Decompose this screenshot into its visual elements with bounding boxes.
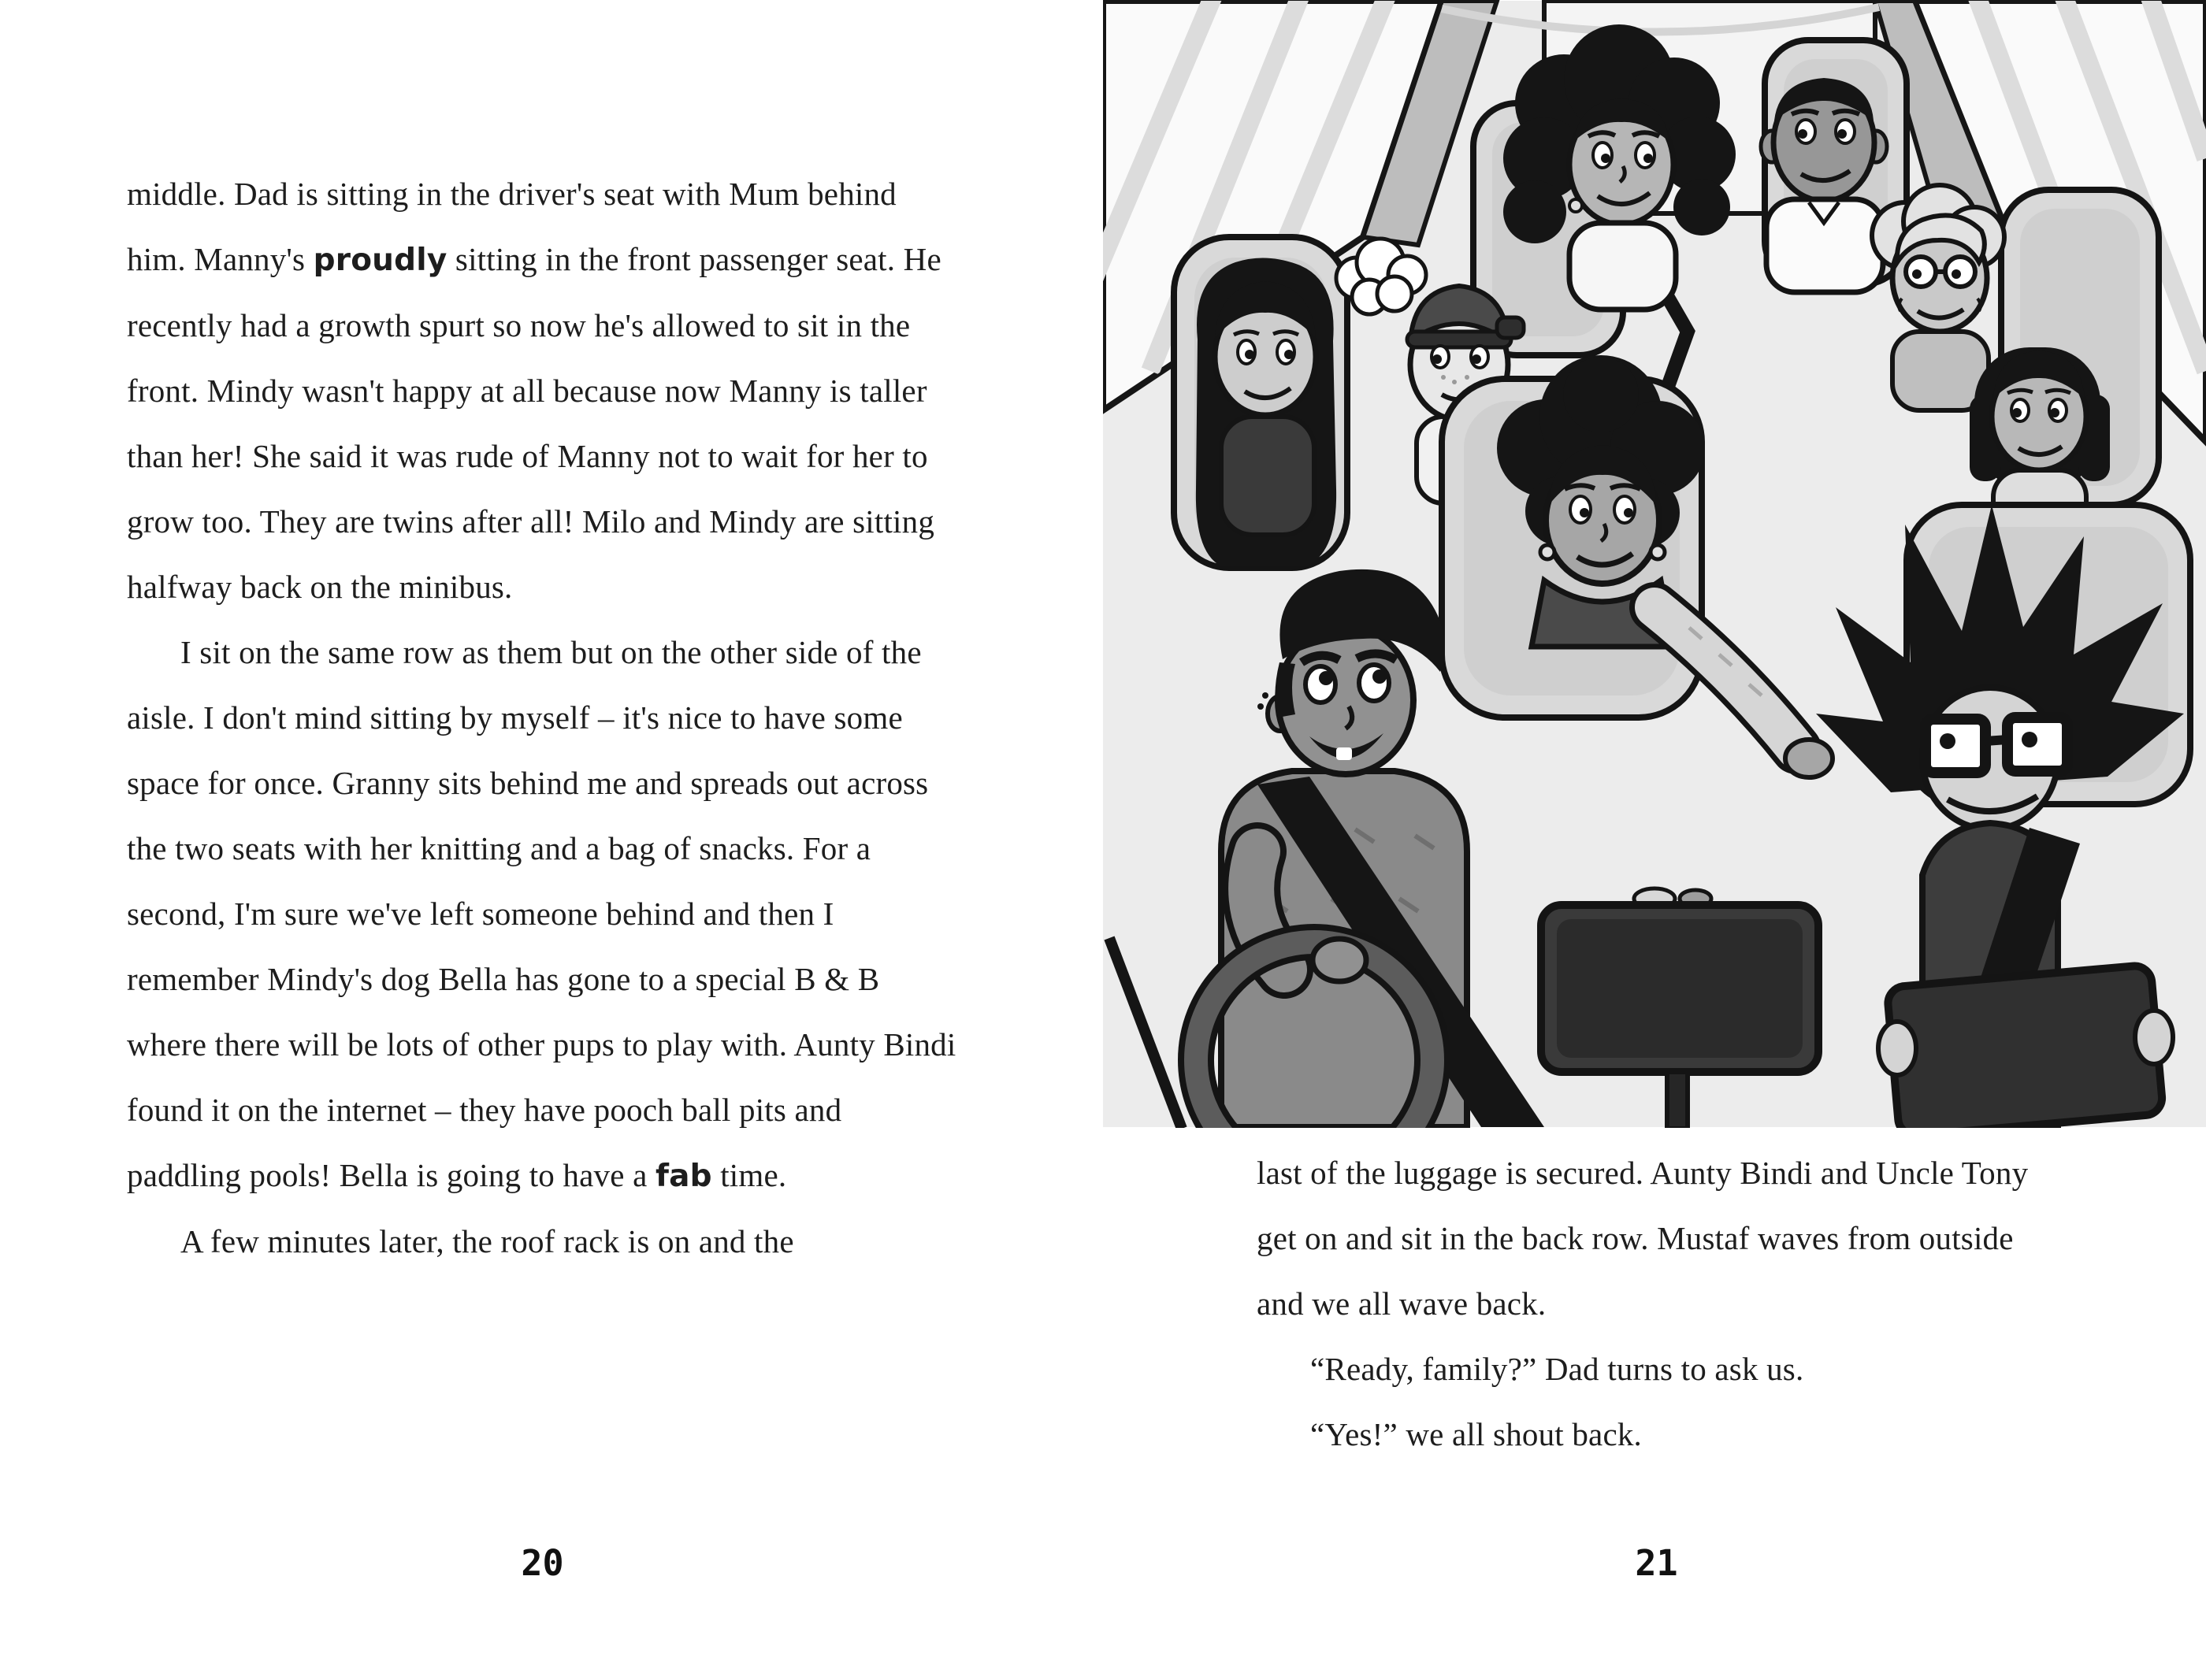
paragraph: A few minutes later, the roof rack is on and the	[180, 1223, 794, 1259]
paragraph	[127, 161, 958, 620]
paragraph	[127, 620, 958, 1209]
paragraph: “Yes!” we all shout back.	[1310, 1416, 1642, 1452]
paragraph-text: middle. Dad is sitting in the driver's seat with Mum behind him. Manny's	[127, 176, 897, 277]
page-number-left: 20	[521, 1542, 564, 1584]
paragraph-text: sitting in the front passenger seat. He recently had a growth spurt so now he's allowed to sit in the front. Mindy wasn't happy at all because now Manny is taller than her! She said it was rude of Manny not to wait for her to grow too. They are twins after all! Milo and Mindy are sitting halfway back on the minibus.	[127, 241, 941, 605]
page-number-right: 21	[1635, 1542, 1678, 1584]
right-page-body-text	[1257, 1140, 2056, 1467]
paragraph-text: time.	[711, 1157, 787, 1193]
paragraph-text: I sit on the same row as them but on the other side of the aisle. I don't mind sitting by myself – it's nice to have some space for once. Granny sits behind me and spreads out across the two seats with her knitting and a bag of snacks. For a second, I'm sure we've left someone behind and then I remember Mindy's dog Bella has gone to a special B & B where there will be lots of other pups to play with. Aunty Bindi found it on the internet – they have pooch ball pits and paddling pools! Bella is going to have a	[127, 634, 956, 1193]
minibus-family-illustration	[1103, 0, 2206, 1128]
tablet	[1887, 965, 2163, 1128]
bold-word: fab	[655, 1159, 712, 1194]
left-page-body-text	[127, 161, 958, 1274]
bold-word: proudly	[313, 243, 448, 278]
paragraph: “Ready, family?” Dad turns to ask us.	[1310, 1351, 1804, 1387]
paragraph: last of the luggage is secured. Aunty Bindi and Uncle Tony get on and sit in the back row. Mustaf waves from outside and we all wave back.	[1257, 1155, 2029, 1322]
character-cousin-long-hair	[1196, 258, 1336, 566]
minibus-illustration-svg	[1103, 0, 2206, 1128]
